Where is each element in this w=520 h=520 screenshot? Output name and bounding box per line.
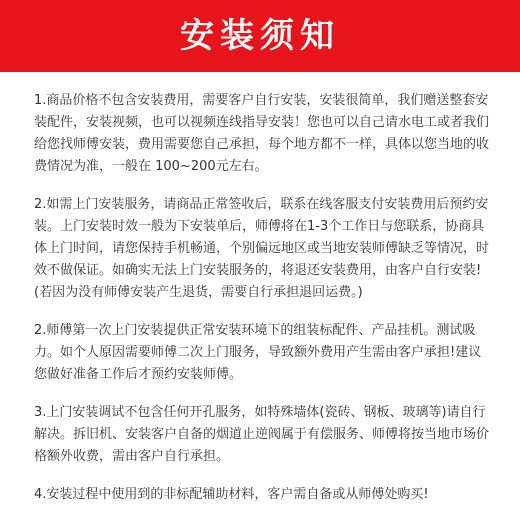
notice-item-5: 4.安装过程中使用到的非标配辅助材料，客户需自备或从师傅处购买! <box>34 487 429 502</box>
notice-item-4: 3.上门安装调试不包含任何开孔服务，如特殊墙体(瓷砖、钢板、玻璃等)请自行解决。拆旧机、安装客户自备的烟道止逆阀属于有偿服务、师傅将按当地市场价格额外收费，需由客户自行承担。 <box>34 405 490 464</box>
notice-item-1: 1.商品价格不包含安装费用，需要客户自行安装，安装很简单，我们赠送整套安装配件，安装视频，也可以视频连线指导安装！您也可以自己请水电工或者我们给您找师傅安装，费用需要您自己承担，每个地方都不一样，具体以您当地的收费情况为准，一般在 100~200元左右。 <box>34 93 490 174</box>
title-banner <box>0 0 520 72</box>
notice-list <box>34 90 492 506</box>
page-title: 安装须知 <box>180 16 340 56</box>
notice-item-2: 2.如需上门安装服务，请商品正常签收后，联系在线客服支付安装费用后预约安装。上门安装时效一般为下安装单后，师傅将在1-3个工作日与您联系，协商具体上门时间，请您保持手机畅通，个别偏远地区或当地安装师傅缺乏等情况，时效不做保证。如确实无法上门安装服务的，将退还安装费用，由客户自行安装!(若因为没有师傅安装产生退货，需要自行承担退回运费。) <box>34 197 490 300</box>
notice-item-3: 2.师傅第一次上门安装提供正常安装环境下的组装标配件、产品挂机。测试吸力。如个人原因需要师傅二次上门服务，导致额外费用产生需由客户承担!建议您做好准备工作后才预约安装师傅。 <box>34 323 482 382</box>
